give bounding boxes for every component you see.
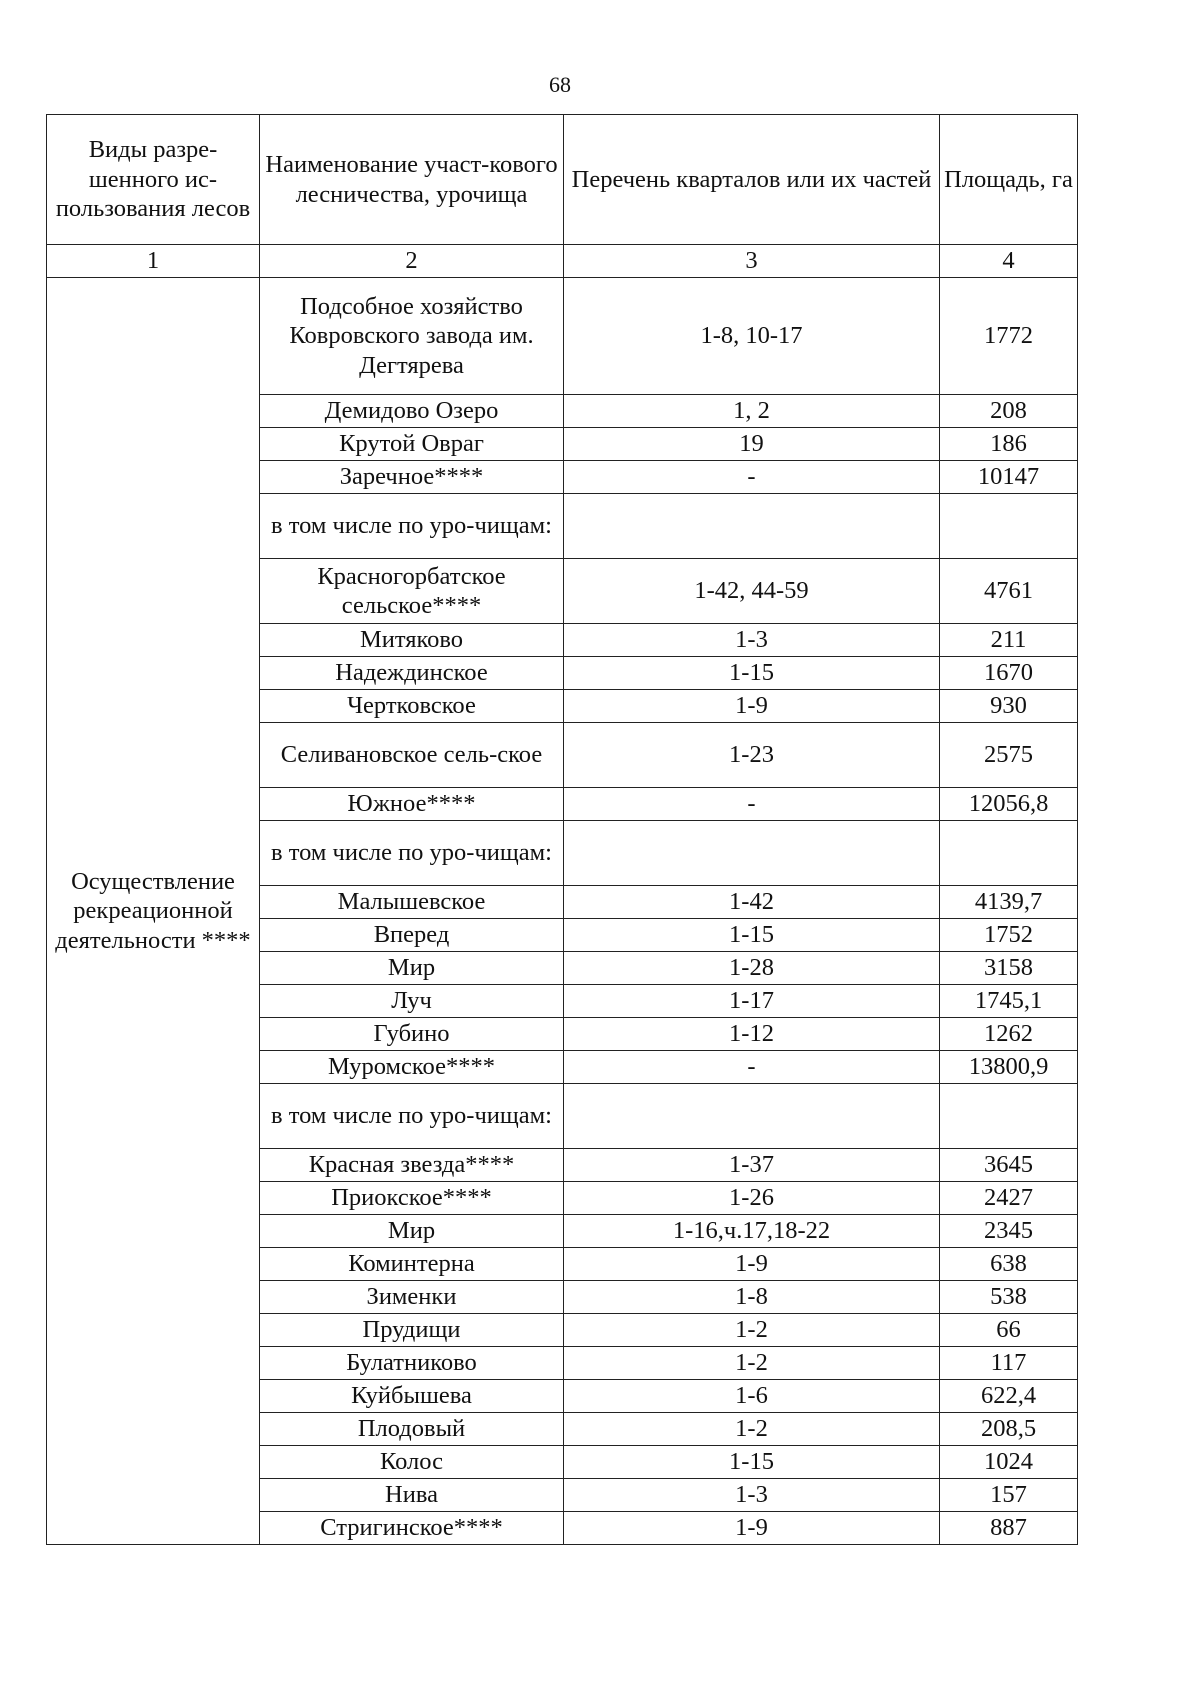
- area-cell: 211: [940, 624, 1078, 657]
- use-type-cell: Осуществление рекреационной деятельности ****: [47, 278, 260, 1545]
- forestry-name-cell: Губино: [260, 1018, 564, 1051]
- forestry-name-cell: Малышевское: [260, 886, 564, 919]
- column-number-row: [47, 245, 1078, 278]
- area-cell: 4139,7: [940, 886, 1078, 919]
- area-cell: 2345: [940, 1215, 1078, 1248]
- table-row: [47, 278, 1078, 395]
- area-cell: 1670: [940, 657, 1078, 690]
- quarters-cell: 1-2: [564, 1347, 940, 1380]
- area-cell: 538: [940, 1281, 1078, 1314]
- area-cell: [940, 494, 1078, 559]
- forestry-name-cell: Вперед: [260, 919, 564, 952]
- quarters-cell: 1-23: [564, 723, 940, 788]
- quarters-cell: 1-26: [564, 1182, 940, 1215]
- forestry-name-cell: Куйбышева: [260, 1380, 564, 1413]
- area-cell: 3158: [940, 952, 1078, 985]
- page-number: 68: [549, 72, 571, 97]
- forestry-name-cell: в том числе по уро-чищам:: [260, 494, 564, 559]
- forestry-name-cell: Южное****: [260, 788, 564, 821]
- area-cell: 66: [940, 1314, 1078, 1347]
- header-area: Площадь, га: [940, 115, 1078, 245]
- forest-use-table: [46, 114, 1078, 1545]
- quarters-cell: 1-12: [564, 1018, 940, 1051]
- quarters-cell: -: [564, 461, 940, 494]
- area-cell: 930: [940, 690, 1078, 723]
- forestry-name-cell: Приокское****: [260, 1182, 564, 1215]
- area-cell: 638: [940, 1248, 1078, 1281]
- area-cell: 1262: [940, 1018, 1078, 1051]
- forestry-name-cell: Коминтерна: [260, 1248, 564, 1281]
- forestry-name-cell: Колос: [260, 1446, 564, 1479]
- area-cell: [940, 1084, 1078, 1149]
- forestry-name-cell: Прудищи: [260, 1314, 564, 1347]
- column-number: 4: [940, 245, 1078, 278]
- forestry-name-cell: Заречное****: [260, 461, 564, 494]
- quarters-cell: 1-37: [564, 1149, 940, 1182]
- area-cell: 117: [940, 1347, 1078, 1380]
- quarters-cell: 1-3: [564, 624, 940, 657]
- forestry-name-cell: Селивановское сель-ское: [260, 723, 564, 788]
- quarters-cell: -: [564, 788, 940, 821]
- area-cell: 1772: [940, 278, 1078, 395]
- quarters-cell: 1-15: [564, 919, 940, 952]
- quarters-cell: 19: [564, 428, 940, 461]
- quarters-cell: 1, 2: [564, 395, 940, 428]
- quarters-cell: 1-6: [564, 1380, 940, 1413]
- forestry-name-cell: Муромское****: [260, 1051, 564, 1084]
- area-cell: 622,4: [940, 1380, 1078, 1413]
- forestry-name-cell: Зименки: [260, 1281, 564, 1314]
- area-cell: [940, 821, 1078, 886]
- forestry-name-cell: Стригинское****: [260, 1512, 564, 1545]
- area-cell: 3645: [940, 1149, 1078, 1182]
- column-number: 3: [564, 245, 940, 278]
- quarters-cell: 1-2: [564, 1314, 940, 1347]
- forestry-name-cell: Нива: [260, 1479, 564, 1512]
- quarters-cell: 1-28: [564, 952, 940, 985]
- area-cell: 208,5: [940, 1413, 1078, 1446]
- forestry-name-cell: Красная звезда****: [260, 1149, 564, 1182]
- forestry-name-cell: Красногорбатское сельское****: [260, 559, 564, 624]
- table-body: [47, 278, 1078, 1545]
- area-cell: 1024: [940, 1446, 1078, 1479]
- quarters-cell: 1-17: [564, 985, 940, 1018]
- forestry-name-cell: Митяково: [260, 624, 564, 657]
- quarters-cell: 1-15: [564, 1446, 940, 1479]
- forestry-name-cell: Булатниково: [260, 1347, 564, 1380]
- area-cell: 10147: [940, 461, 1078, 494]
- quarters-cell: 1-9: [564, 1248, 940, 1281]
- header-use-type: Виды разре-шенного ис-пользования лесов: [47, 115, 260, 245]
- quarters-cell: 1-8: [564, 1281, 940, 1314]
- area-cell: 2427: [940, 1182, 1078, 1215]
- area-cell: 157: [940, 1479, 1078, 1512]
- quarters-cell: 1-16,ч.17,18-22: [564, 1215, 940, 1248]
- quarters-cell: -: [564, 1051, 940, 1084]
- area-cell: 1745,1: [940, 985, 1078, 1018]
- area-cell: 208: [940, 395, 1078, 428]
- quarters-cell: 1-3: [564, 1479, 940, 1512]
- area-cell: 13800,9: [940, 1051, 1078, 1084]
- column-number: 1: [47, 245, 260, 278]
- quarters-cell: 1-42: [564, 886, 940, 919]
- column-number: 2: [260, 245, 564, 278]
- area-cell: 12056,8: [940, 788, 1078, 821]
- forestry-name-cell: Чертковское: [260, 690, 564, 723]
- forestry-name-cell: в том числе по уро-чищам:: [260, 821, 564, 886]
- area-cell: 2575: [940, 723, 1078, 788]
- header-row: [47, 115, 1078, 245]
- quarters-cell: [564, 494, 940, 559]
- forestry-name-cell: Надеждинское: [260, 657, 564, 690]
- quarters-cell: 1-9: [564, 690, 940, 723]
- quarters-cell: 1-8, 10-17: [564, 278, 940, 395]
- forestry-name-cell: Подсобное хозяйство Ковровского завода им. Дегтярева: [260, 278, 564, 395]
- quarters-cell: 1-15: [564, 657, 940, 690]
- quarters-cell: 1-42, 44-59: [564, 559, 940, 624]
- area-cell: 1752: [940, 919, 1078, 952]
- header-quarters: Перечень кварталов или их частей: [564, 115, 940, 245]
- forestry-name-cell: в том числе по уро-чищам:: [260, 1084, 564, 1149]
- area-cell: 887: [940, 1512, 1078, 1545]
- forestry-name-cell: Крутой Овраг: [260, 428, 564, 461]
- forestry-name-cell: Мир: [260, 1215, 564, 1248]
- quarters-cell: [564, 1084, 940, 1149]
- quarters-cell: 1-9: [564, 1512, 940, 1545]
- area-cell: 186: [940, 428, 1078, 461]
- forestry-name-cell: Луч: [260, 985, 564, 1018]
- quarters-cell: [564, 821, 940, 886]
- quarters-cell: 1-2: [564, 1413, 940, 1446]
- area-cell: 4761: [940, 559, 1078, 624]
- forestry-name-cell: Мир: [260, 952, 564, 985]
- forestry-name-cell: Демидово Озеро: [260, 395, 564, 428]
- header-forestry-name: Наименование участ-кового лесничества, урочища: [260, 115, 564, 245]
- forestry-name-cell: Плодовый: [260, 1413, 564, 1446]
